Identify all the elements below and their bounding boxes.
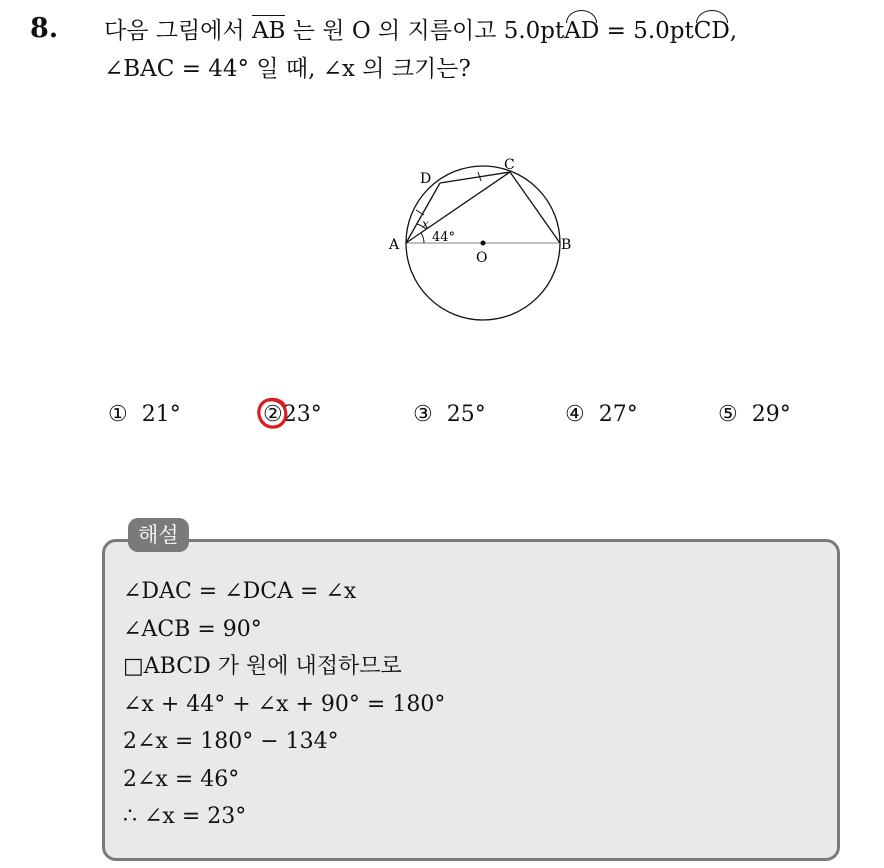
segment-ab: AB [252, 12, 286, 50]
choice-value: 21° [141, 402, 181, 427]
question-text-part: = 5.0pt [599, 18, 694, 44]
choice-value: 25° [446, 402, 486, 427]
choice-number: ④ [565, 402, 585, 427]
choice-3[interactable] [413, 402, 486, 427]
solution-line-7: ∴ ∠x = 23° [123, 804, 247, 829]
choice-number [263, 402, 283, 427]
question-text-part: 다음 그림에서 [104, 18, 252, 44]
choice-number: ⑤ [718, 402, 738, 427]
center-point [481, 241, 486, 246]
solution-line-6: 2∠x = 46° [123, 766, 240, 792]
choice-number: ① [108, 402, 128, 427]
question-text-part: 는 원 O 의 지름이고 5.0pt [285, 18, 565, 44]
choice-5[interactable] [718, 402, 791, 427]
question-text-part: , [729, 18, 738, 44]
label-x: x [422, 217, 429, 231]
answer-choices [108, 402, 828, 442]
question-text [104, 12, 874, 88]
choice-number: ③ [413, 402, 433, 427]
problem-number: 8. [30, 13, 59, 44]
question-line-1 [104, 12, 874, 50]
choice-value: 23° [282, 402, 322, 427]
solution-line-4: ∠x + 44° + ∠x + 90° = 180° [123, 691, 446, 717]
solution-line-3: □ABCD 가 원에 내접하므로 [123, 654, 402, 679]
label-d: D [420, 171, 432, 187]
solution-line-5: 2∠x = 180° − 134° [123, 729, 339, 754]
red-circle-mark [256, 396, 290, 430]
arc-ad: AD [564, 12, 599, 50]
label-angle-44: 44° [432, 230, 456, 245]
label-a: A [389, 237, 400, 253]
choice-value: 27° [598, 402, 638, 427]
label-c: C [504, 157, 515, 173]
chord-cb [510, 172, 560, 243]
choice-value: 29° [751, 402, 791, 427]
solution-line-2: ∠ACB = 90° [123, 616, 262, 642]
choice-4[interactable] [565, 402, 638, 427]
solution-line-1: ∠DAC = ∠DCA = ∠x [123, 579, 357, 604]
angle-arc-bac [421, 233, 424, 243]
question-line-2: ∠BAC = 44° 일 때, ∠x 의 크기는? [104, 56, 471, 82]
arc-cd: CD [694, 12, 730, 50]
choice-2[interactable] [263, 402, 322, 427]
choice-1[interactable] [108, 402, 181, 427]
label-b: B [561, 237, 572, 253]
solution-tab: 해설 [128, 518, 189, 552]
label-o: O [476, 250, 488, 266]
solution-lines [123, 573, 445, 836]
geometry-figure [380, 150, 590, 330]
choice-number-text: ② [263, 402, 283, 427]
